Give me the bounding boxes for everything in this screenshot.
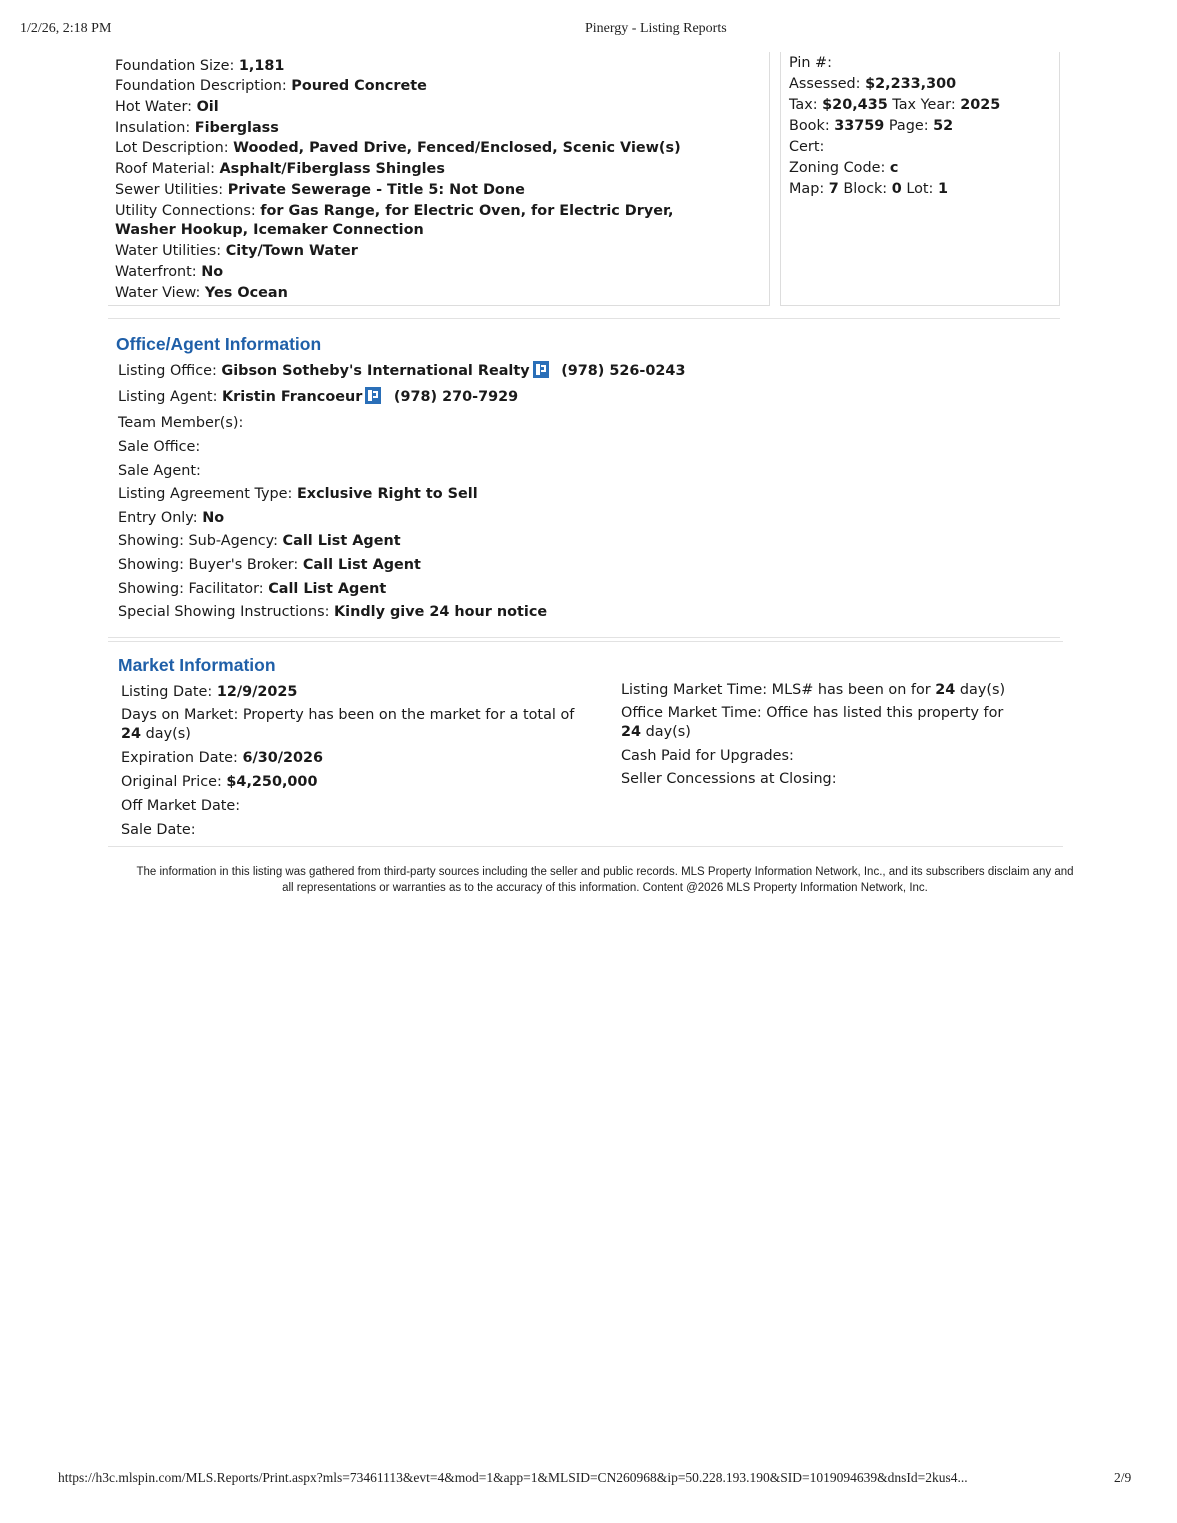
field-foundation-size: Foundation Size: 1,181 (115, 58, 285, 74)
field-seller-concessions: Seller Concessions at Closing: (621, 771, 837, 787)
field-lot-description: Lot Description: Wooded, Paved Drive, Fenced/Enclosed, Scenic View(s) (115, 140, 681, 156)
field-roof-material: Roof Material: Asphalt/Fiberglass Shingles (115, 161, 445, 177)
realtor-icon[interactable] (365, 387, 381, 404)
disclaimer-text: The information in this listing was gathered from third-party sources including the seller and public records. MLS Property Information Network, Inc., and its subscribers disclaim any and all representations or warranties as to the accuracy of this information. Content @2026 MLS Property Information Network, Inc. (136, 866, 1074, 894)
field-days-on-market: Days on Market: Property has been on the market for a total of 24 day(s) (121, 707, 575, 742)
field-sale-date: Sale Date: (121, 822, 196, 838)
field-office-market-time: Office Market Time: Office has listed this property for 24 day(s) (621, 705, 1004, 740)
field-expiration-date: Expiration Date: 6/30/2026 (121, 750, 324, 766)
field-showing-sub-agency: Showing: Sub-Agency: Call List Agent (118, 533, 401, 549)
field-cash-paid-upgrades: Cash Paid for Upgrades: (621, 748, 794, 764)
field-foundation-description: Foundation Description: Poured Concrete (115, 78, 427, 94)
field-showing-facilitator: Showing: Facilitator: Call List Agent (118, 581, 387, 597)
field-original-price: Original Price: $4,250,000 (121, 774, 318, 790)
field-pin: Pin #: (789, 55, 832, 71)
field-listing-market-time: Listing Market Time: MLS# has been on for 24 day(s) (621, 682, 1006, 698)
field-cert: Cert: (789, 139, 825, 155)
field-sale-agent: Sale Agent: (118, 463, 201, 479)
field-entry-only: Entry Only: No (118, 510, 225, 526)
office-section-title: Office/Agent Information (116, 334, 322, 354)
page-number: 2/9 (1114, 1470, 1132, 1485)
market-section-title: Market Information (118, 655, 276, 675)
field-team-members: Team Member(s): (118, 415, 244, 431)
page-title: Pinergy - Listing Reports (585, 21, 727, 36)
field-hot-water: Hot Water: Oil (115, 99, 219, 115)
field-listing-agreement: Listing Agreement Type: Exclusive Right to Sell (118, 486, 478, 502)
field-listing-date: Listing Date: 12/9/2025 (121, 684, 298, 700)
field-special-instructions: Special Showing Instructions: Kindly give 24 hour notice (118, 604, 548, 620)
field-showing-buyers-broker: Showing: Buyer's Broker: Call List Agent (118, 557, 421, 573)
field-listing-office: Listing Office: Gibson Sotheby's International Realty (978) 526-0243 (118, 363, 686, 379)
field-map-block-lot: Map: 7 Block: 0 Lot: 1 (789, 181, 948, 197)
field-water-view: Water View: Yes Ocean (115, 285, 288, 301)
print-date: 1/2/26, 2:18 PM (20, 21, 112, 36)
field-assessed: Assessed: $2,233,300 (789, 76, 957, 92)
field-utility-connections: Utility Connections: for Gas Range, for Electric Oven, for Electric Dryer, Washer Hookup, Icemaker Connection (115, 203, 674, 238)
field-sale-office: Sale Office: (118, 439, 201, 455)
field-tax: Tax: $20,435 Tax Year: 2025 (789, 97, 1001, 113)
field-waterfront: Waterfront: No (115, 264, 224, 280)
field-insulation: Insulation: Fiberglass (115, 120, 279, 136)
field-water-utilities: Water Utilities: City/Town Water (115, 243, 358, 259)
field-zoning-code: Zoning Code: c (789, 160, 899, 176)
print-url: https://h3c.mlspin.com/MLS.Reports/Print.aspx?mls=73461113&evt=4&mod=1&app=1&MLSID=CN260968&ip=50.228.193.190&SID=1019094639&dnsId=2kus4... (58, 1470, 968, 1485)
field-book-page: Book: 33759 Page: 52 (789, 118, 954, 134)
field-listing-agent: Listing Agent: Kristin Francoeur (978) 270-7929 (118, 389, 519, 405)
realtor-icon[interactable] (533, 361, 549, 378)
field-sewer-utilities: Sewer Utilities: Private Sewerage - Title 5: Not Done (115, 182, 525, 198)
field-off-market-date: Off Market Date: (121, 798, 241, 814)
